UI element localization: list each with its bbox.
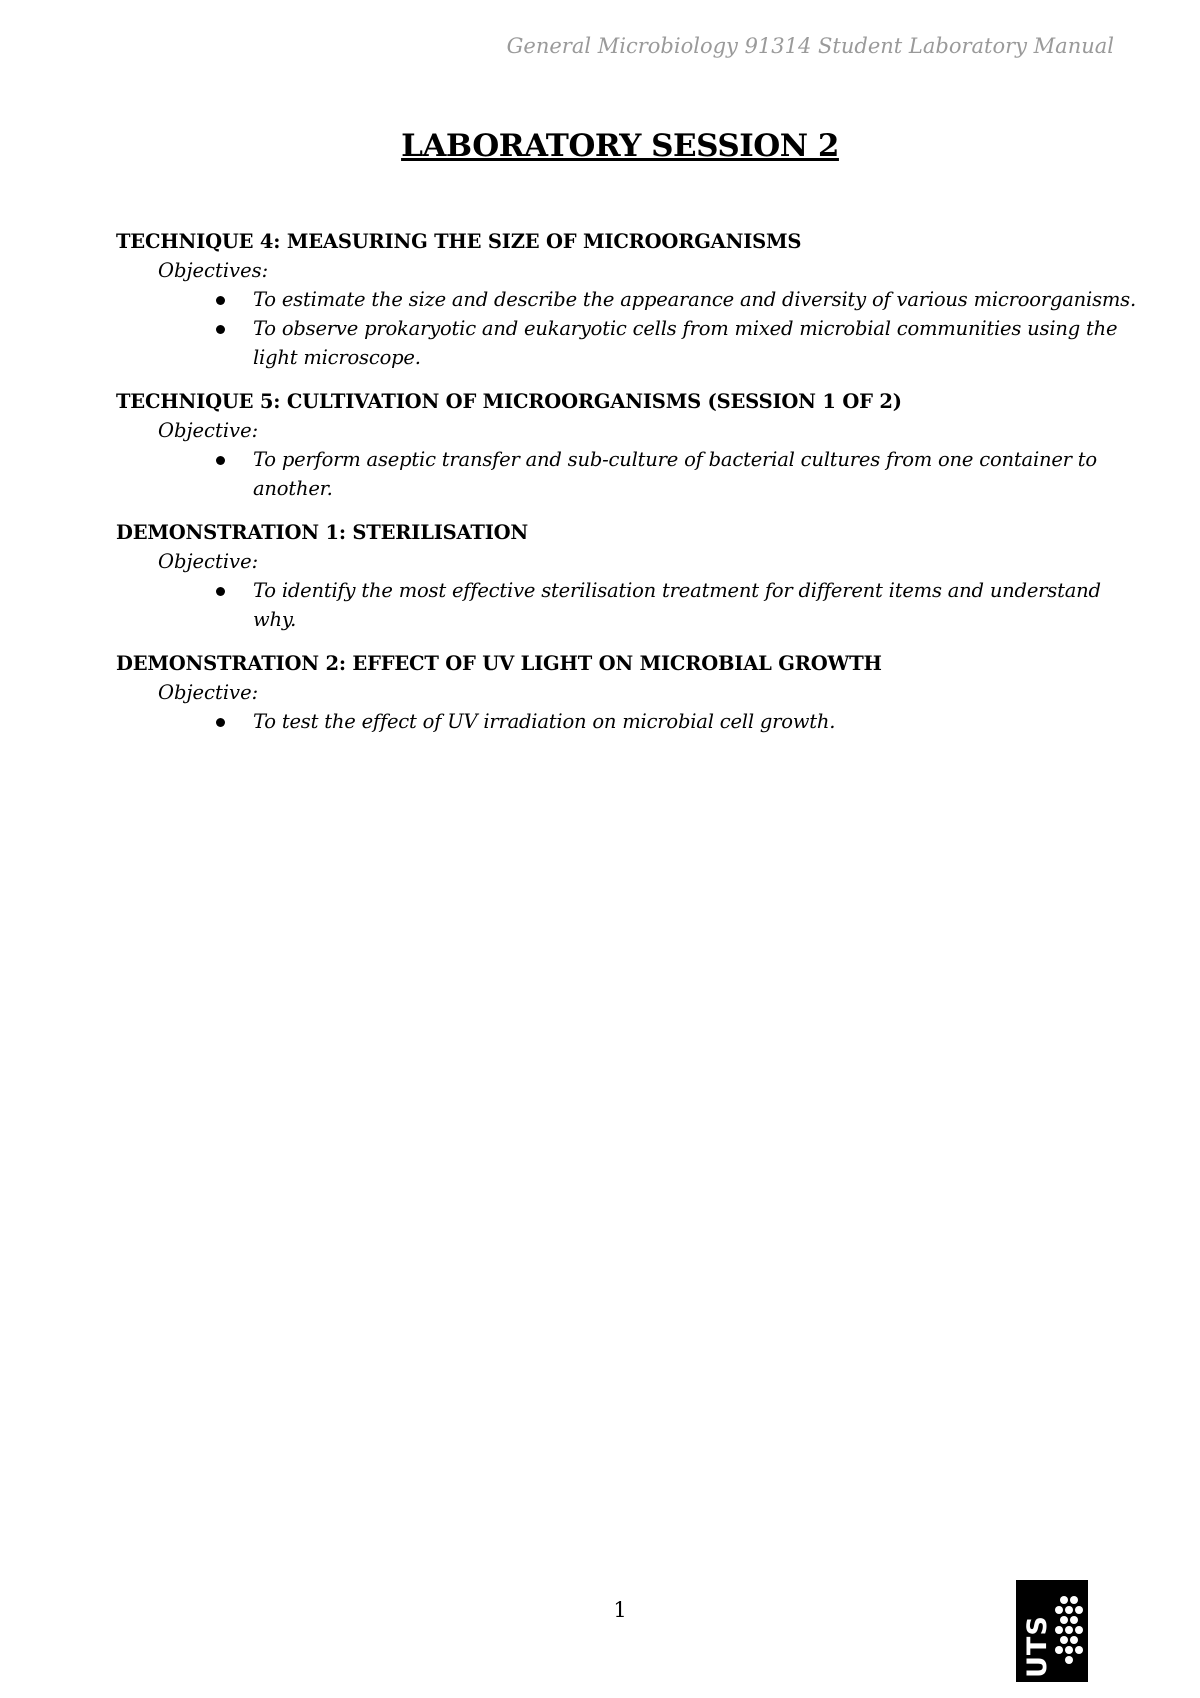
objective-text: To test the effect of UV irradiation on microbial cell growth. — [253, 710, 836, 733]
objective-label: Objective: — [158, 681, 259, 704]
objective-item — [116, 707, 1146, 736]
section-heading: TECHNIQUE 4: MEASURING THE SIZE OF MICROORGANISMS — [116, 230, 802, 253]
objective-text: To estimate the size and describe the appearance and diversity of various microorganisms. — [253, 288, 1136, 311]
section-technique-5 — [116, 388, 1146, 503]
page-number: 1 — [613, 1598, 627, 1622]
objective-list — [116, 576, 1146, 634]
objective-item — [116, 314, 1146, 372]
section-technique-4 — [116, 228, 1146, 372]
section-demonstration-2 — [116, 650, 1146, 736]
bullet-icon — [216, 718, 225, 727]
objective-text: To identify the most effective sterilisation treatment for different items and understand why. — [253, 579, 1101, 631]
objective-list — [116, 445, 1146, 503]
page-title: LABORATORY SESSION 2 — [401, 128, 839, 164]
section-heading: DEMONSTRATION 1: STERILISATION — [116, 521, 529, 544]
section-heading: DEMONSTRATION 2: EFFECT OF UV LIGHT ON MICROBIAL GROWTH — [116, 652, 882, 675]
section-heading: TECHNIQUE 5: CULTIVATION OF MICROORGANISMS (SESSION 1 OF 2) — [116, 390, 902, 413]
objective-item — [116, 445, 1146, 503]
objective-list — [116, 285, 1146, 372]
session-sections — [116, 228, 1146, 752]
objective-item — [116, 576, 1146, 634]
uts-logo-icon — [1016, 1580, 1088, 1682]
objective-list — [116, 707, 1146, 736]
objective-item — [116, 285, 1146, 314]
running-header: General Microbiology 91314 Student Laboratory Manual — [506, 34, 1114, 58]
svg-text:UTS: UTS — [1022, 1615, 1053, 1678]
bullet-icon — [216, 456, 225, 465]
objective-label: Objective: — [158, 550, 259, 573]
objective-text: To observe prokaryotic and eukaryotic cells from mixed microbial communities using the light microscope. — [253, 317, 1118, 369]
objective-label: Objective: — [158, 419, 259, 442]
objective-label: Objectives: — [158, 259, 269, 282]
bullet-icon — [216, 587, 225, 596]
section-demonstration-1 — [116, 519, 1146, 634]
bullet-icon — [216, 325, 225, 334]
objective-text: To perform aseptic transfer and sub-culture of bacterial cultures from one container to another. — [253, 448, 1097, 500]
bullet-icon — [216, 296, 225, 305]
